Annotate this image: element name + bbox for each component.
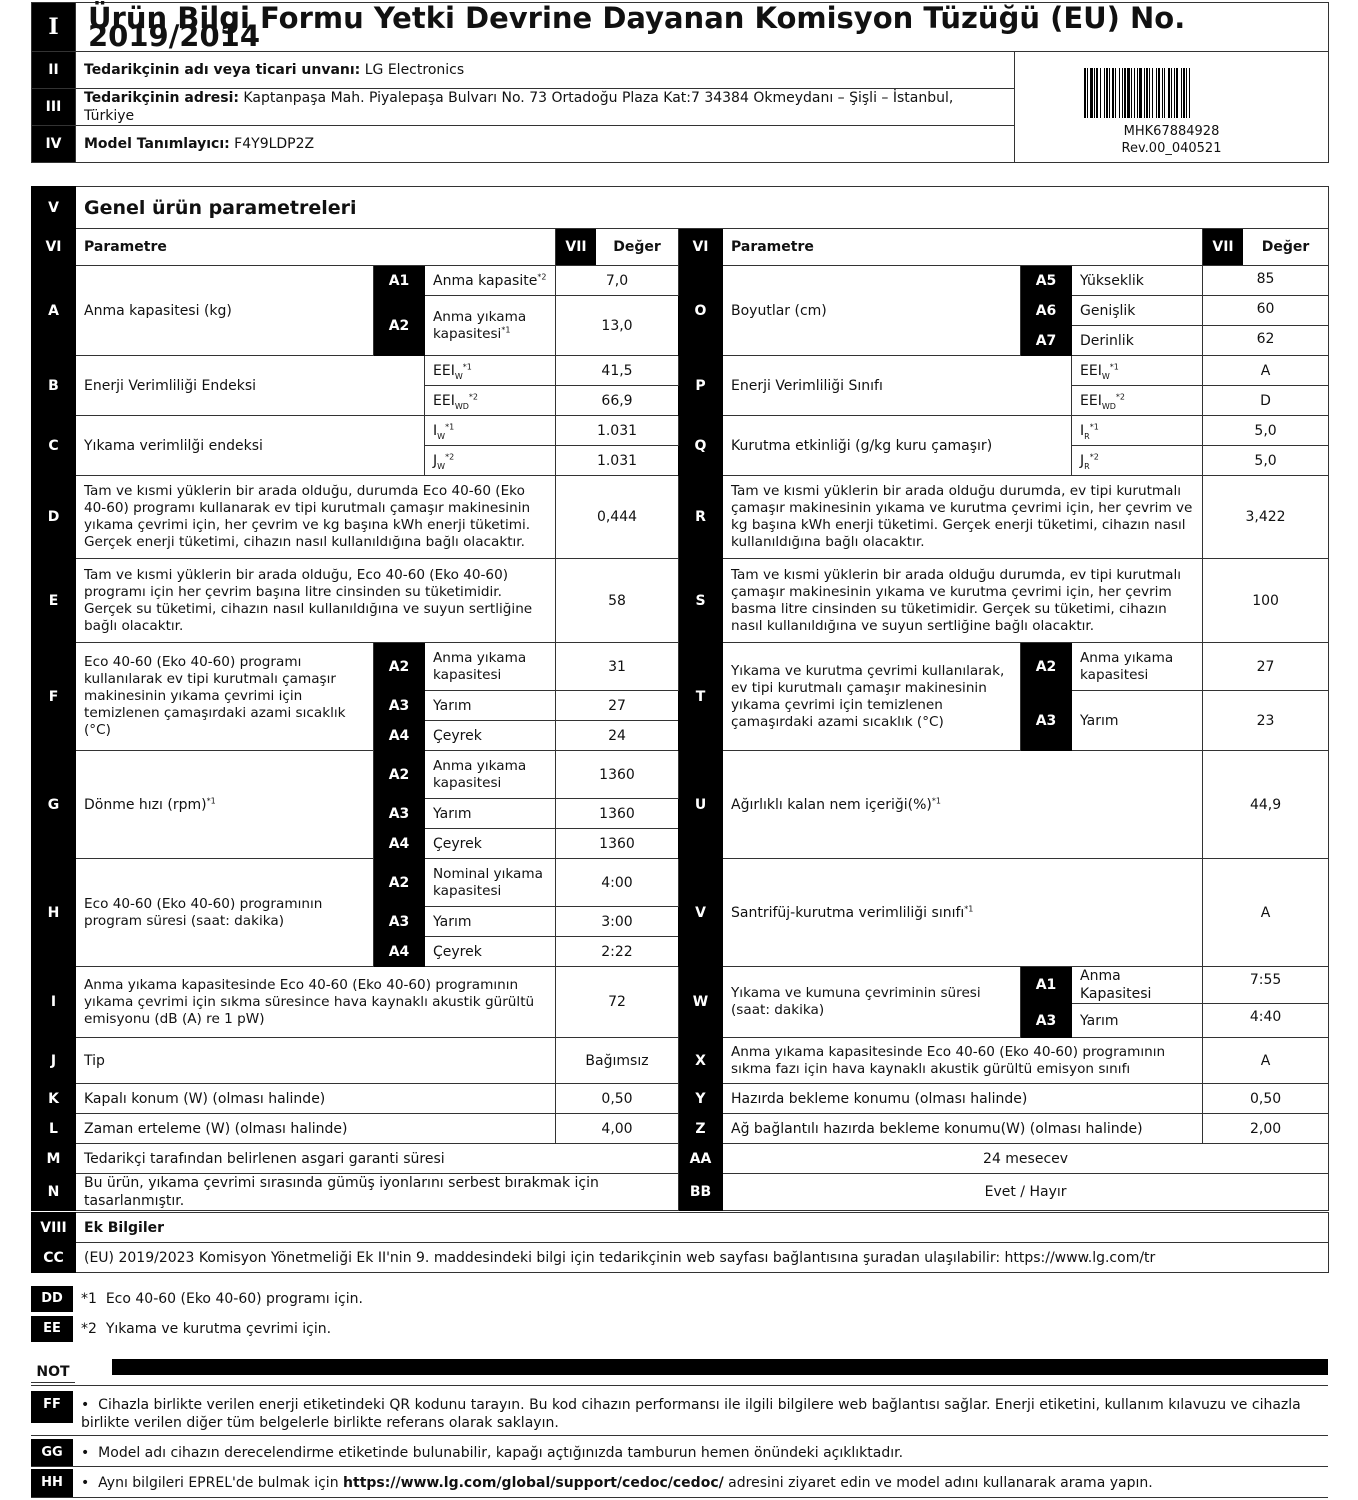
row-key-r: R xyxy=(679,476,723,559)
col-value-left xyxy=(556,229,679,266)
row-key-g: G xyxy=(32,751,76,859)
sub-key: A3 xyxy=(374,691,425,721)
footnote-mark: *1 xyxy=(81,1291,97,1307)
energy-consumption-dry-value: 3,422 xyxy=(1203,476,1329,559)
sub-label: Yarım xyxy=(1072,691,1203,751)
max-temp-dry-label: Yıkama ve kurutma çevrimi kullanılarak, ev tipi kurutmalı çamaşır makinesinin yıkama çevrimi için temizlenen çamaşırdaki azami sıcaklık (°C) xyxy=(723,643,1021,751)
barcode-bar xyxy=(1100,68,1101,118)
dimensions-label: Boyutlar (cm) xyxy=(723,266,1021,356)
wash-dry-duration-label: Yıkama ve kumuna çevriminin süresi (saat: dakika) xyxy=(723,967,1021,1038)
sub-label-text: J xyxy=(433,452,438,469)
barcode-bar xyxy=(1131,68,1132,118)
barcode-bar xyxy=(1122,68,1123,118)
eei-w-value: 41,5 xyxy=(556,356,679,386)
water-consumption-dry-value: 100 xyxy=(1203,559,1329,643)
ir-value: 5,0 xyxy=(1203,416,1329,446)
barcode-bar xyxy=(1087,68,1088,118)
barcode-code: MHK67884928 xyxy=(1123,124,1220,139)
footnote-1 xyxy=(31,1286,1328,1312)
divider xyxy=(31,1385,1328,1386)
barcode-bar xyxy=(1084,68,1086,118)
sub-key: A4 xyxy=(374,721,425,751)
washing-efficiency-label: Yıkama verimlilği endeksi xyxy=(76,416,425,476)
sub-label xyxy=(425,266,556,296)
barcode xyxy=(1083,68,1261,118)
sub-label-sub: W xyxy=(437,461,446,471)
sub-label: Derinlik xyxy=(1072,326,1203,356)
off-mode-value: 0,50 xyxy=(556,1084,679,1114)
jr-value: 5,0 xyxy=(1203,446,1329,476)
warranty-value: 24 mesecev xyxy=(723,1144,1329,1174)
sub-label-text: EEI xyxy=(433,392,455,409)
note-key: FF xyxy=(31,1391,73,1423)
standby-value: 0,50 xyxy=(1203,1084,1329,1114)
section-title: Genel ürün parametreleri xyxy=(76,187,1329,229)
sub-key: A2 xyxy=(374,751,425,799)
moisture-value: 44,9 xyxy=(1203,751,1329,859)
barcode-bar xyxy=(1094,68,1095,118)
row-key-iv: IV xyxy=(32,126,76,163)
sub-label-sup: *1 xyxy=(462,361,472,371)
supplier-name xyxy=(76,52,1015,89)
max-temp-dry-rated: 27 xyxy=(1203,643,1329,691)
spin-class-sup: *1 xyxy=(964,903,974,913)
barcode-bar xyxy=(1139,68,1142,118)
sub-label xyxy=(1072,386,1203,416)
col-key-left: VI xyxy=(32,229,76,266)
sub-label: Yarım xyxy=(425,691,556,721)
program-duration-rated: 4:00 xyxy=(556,859,679,907)
barcode-bar xyxy=(1104,68,1105,118)
row-key-iii: III xyxy=(32,89,76,126)
col-param-left: Parametre xyxy=(76,229,556,266)
type-label: Tip xyxy=(76,1038,556,1084)
note-ff xyxy=(31,1391,1328,1432)
sub-label: Çeyrek xyxy=(425,937,556,967)
depth-value: 62 xyxy=(1203,326,1329,356)
sub-key: A2 xyxy=(374,296,425,356)
sub-key: A6 xyxy=(1021,296,1072,326)
row-key-v: V xyxy=(679,859,723,967)
rated-capacity-label: Anma kapasitesi (kg) xyxy=(76,266,374,356)
sub-label-sub: R xyxy=(1084,461,1090,471)
sub-label: Yarım xyxy=(425,907,556,937)
type-value: Bağımsız xyxy=(556,1038,679,1084)
sub-label: Anma yıkama kapasitesi xyxy=(1072,643,1203,691)
spin-speed-rated: 1360 xyxy=(556,751,679,799)
program-duration-quarter: 2:22 xyxy=(556,937,679,967)
row-key-f: F xyxy=(32,643,76,751)
spin-speed-text: Dönme hızı (rpm) xyxy=(84,796,207,813)
row-key-j: J xyxy=(32,1038,76,1084)
sub-label-text: Anma yıkama kapasitesi xyxy=(433,308,527,342)
sub-label-text: I xyxy=(1080,422,1085,439)
header-table xyxy=(31,2,1329,163)
height-value: 85 xyxy=(1203,266,1329,296)
sub-label: Yükseklik xyxy=(1072,266,1203,296)
general-parameters-table xyxy=(31,186,1329,1211)
sub-key: A1 xyxy=(374,266,425,296)
note-gg xyxy=(31,1439,1328,1467)
note-key: GG xyxy=(31,1439,73,1467)
sub-label xyxy=(425,446,556,476)
sub-label-text: EEI xyxy=(1080,362,1102,379)
sub-label: Nominal yıkama kapasitesi xyxy=(425,859,556,907)
row-key-y: Y xyxy=(679,1084,723,1114)
row-key-x: X xyxy=(679,1038,723,1084)
spin-speed-half: 1360 xyxy=(556,799,679,829)
program-duration-half: 3:00 xyxy=(556,907,679,937)
section-key-viii: VIII xyxy=(32,1213,76,1243)
barcode-bar xyxy=(1109,68,1110,118)
barcode-bar xyxy=(1186,68,1187,118)
sub-key: A3 xyxy=(374,799,425,829)
sub-label xyxy=(425,356,556,386)
noise-class-label: Anma yıkama kapasitesinde Eco 40-60 (Eko 40-60) programının sıkma fazı için hava kaynaklı akustik gürültü emisyon sınıfı xyxy=(723,1038,1203,1084)
drying-efficiency-label: Kurutma etkinliği (g/kg kuru çamaşır) xyxy=(723,416,1072,476)
row-key-bb: BB xyxy=(679,1174,723,1211)
barcode-bar xyxy=(1144,68,1145,118)
eei-wd-value: 66,9 xyxy=(556,386,679,416)
row-key-o: O xyxy=(679,266,723,356)
wash-dry-duration-half: 4:40 xyxy=(1203,1004,1329,1038)
row-key-a: A xyxy=(32,266,76,356)
note-post: adresini ziyaret edin ve model adını kullanarak arama yapın. xyxy=(723,1475,1153,1491)
supplier-address-value: Kaptanpaşa Mah. Piyalepaşa Bulvarı No. 73 Ortadoğu Plaza Kat:7 34384 Okmeydanı – Şişli – İstanbul, Türkiye xyxy=(84,90,954,124)
sub-label-sup: *2 xyxy=(445,451,455,461)
sub-key: A3 xyxy=(1021,1004,1072,1038)
barcode-bar xyxy=(1183,68,1185,118)
water-consumption-dry-label: Tam ve kısmi yüklerin bir arada olduğu durumda, ev tipi kurutmalı çamaşır makinesinin yıkama ve kurutma çevrimi için, her çevrim basma litre cinsinden su tüketimidir. Gerçek su tüketimi, cihazın nasıl kullanıldığına ve suyun sertliğine bağlı olacaktır. xyxy=(723,559,1203,643)
rated-wash-capacity-value: 13,0 xyxy=(556,296,679,356)
energy-consumption-dry-label: Tam ve kısmi yüklerin bir arada olduğu durumda, ev tipi kurutmalı çamaşır makinesinin yıkama ve kurutma çevrimi için, her çevrim ve kg başına kWh enerji tüketimi. Gerçek enerji tüketimi, cihazın nasıl kullanıldığına bağlı olacaktır. xyxy=(723,476,1203,559)
water-consumption-wash-label: Tam ve kısmi yüklerin bir arada olduğu, Eco 40-60 (Eko 40-60) programı için her çevrim başına litre cinsinden su tüketimidir. Gerçek su tüketimi, cihazın nasıl kullanıldığına ve suyun sertliğine bağlı olacaktır. xyxy=(76,559,556,643)
sub-label-sub: W xyxy=(454,371,463,381)
note-text: • Cihazla birlikte verilen enerji etiketindeki QR kodunu tarayın. Bu kod cihazın performansı ile ilgili bilgilere web bağlantısı sağlar. Enerji etiketini, kullanım kılavuzu ve cihazla birlikte verilen diğer tüm belgelerle birlikte referans olarak saklayın. xyxy=(81,1397,1301,1431)
sub-key: A2 xyxy=(1021,643,1072,691)
barcode-bar xyxy=(1181,68,1182,118)
supplier-name-value: LG Electronics xyxy=(360,62,465,78)
sub-label-sub: R xyxy=(1084,431,1090,441)
spin-speed-sup: *1 xyxy=(206,795,216,805)
barcode-bar xyxy=(1146,68,1148,118)
spin-speed-quarter: 1360 xyxy=(556,829,679,859)
footnote-body: Yıkama ve kurutma çevrimi için. xyxy=(105,1321,332,1337)
extra-info-text: (EU) 2019/2023 Komisyon Yönetmeliği Ek II'nin 9. maddesindeki bilgi için tedarikçinin web sayfası bağlantısına şuradan ulaşılabilir: https://www.lg.com/tr xyxy=(76,1243,1329,1273)
col-value-label-left: Değer xyxy=(613,239,661,255)
barcode-bar xyxy=(1189,68,1190,118)
divider xyxy=(31,1466,1328,1467)
barcode-bar xyxy=(1127,68,1130,118)
sub-label xyxy=(425,416,556,446)
note-text: • Aynı bilgileri EPREL'de bulmak için https://www.lg.com/global/support/cedoc/cedoc/ adresini ziyaret edin ve model adını kullanarak arama yapın. xyxy=(81,1475,1153,1491)
barcode-bar xyxy=(1176,68,1178,118)
divider xyxy=(31,1435,1328,1436)
sub-label: Yarım xyxy=(1072,1004,1203,1038)
sub-label: Yarım xyxy=(425,799,556,829)
spin-class-value: A xyxy=(1203,859,1329,967)
model-identifier-value: F4Y9LDP2Z xyxy=(229,136,315,152)
sub-label-text: J xyxy=(1080,452,1085,469)
supplier-name-label: Tedarikçinin adı veya ticari unvanı: xyxy=(84,62,361,78)
sub-key: A4 xyxy=(374,937,425,967)
sub-label-text: EEI xyxy=(1080,392,1102,409)
note-body: Cihazla birlikte verilen enerji etiketindeki QR kodunu tarayın. Bu kod cihazın performansı ile ilgili bilgilere web bağlantısı sağlar. Enerji etiketini, kullanım kılavuzu ve cihazla birlikte verilen diğer tüm belgelerle birlikte referans olarak saklayın. xyxy=(81,1397,1301,1431)
extra-info-table xyxy=(31,1212,1329,1273)
rated-capacity-value: 7,0 xyxy=(556,266,679,296)
row-key-b: B xyxy=(32,356,76,416)
max-temp-dry-half: 23 xyxy=(1203,691,1329,751)
sub-label: Anma yıkama kapasitesi xyxy=(425,643,556,691)
sub-label: Anma yıkama kapasitesi xyxy=(425,751,556,799)
barcode-bar xyxy=(1171,68,1172,118)
energy-class-label: Enerji Verimliliği Sınıfı xyxy=(723,356,1072,416)
row-key-e: E xyxy=(32,559,76,643)
spin-speed-label xyxy=(76,751,374,859)
row-key-s: S xyxy=(679,559,723,643)
delay-start-value: 4,00 xyxy=(556,1114,679,1144)
energy-class-wd-value: D xyxy=(1203,386,1329,416)
program-duration-label: Eco 40-60 (Eko 40-60) programının program süresi (saat: dakika) xyxy=(76,859,374,967)
footnote-text xyxy=(73,1286,363,1312)
barcode-bar xyxy=(1119,68,1120,118)
sub-key: A3 xyxy=(1021,691,1072,751)
row-key-cc: CC xyxy=(32,1243,76,1273)
row-key-q: Q xyxy=(679,416,723,476)
barcode-bar xyxy=(1164,68,1165,118)
footnote-key: EE xyxy=(31,1316,73,1342)
noise-value: 72 xyxy=(556,967,679,1038)
iw-value: 1.031 xyxy=(556,416,679,446)
standby-label: Hazırda bekleme konumu (olması halinde) xyxy=(723,1084,1203,1114)
sub-label-sup: *1 xyxy=(445,421,455,431)
sub-label: Çeyrek xyxy=(425,829,556,859)
note-text: • Model adı cihazın derecelendirme etiketinde bulunabilir, kapağı açtığınızda tamburun hemen önündeki açıklıktadır. xyxy=(81,1445,904,1461)
sub-label xyxy=(1072,416,1203,446)
networked-standby-value: 2,00 xyxy=(1203,1114,1329,1144)
max-temp-wash-rated: 31 xyxy=(556,643,679,691)
row-key-ii: II xyxy=(32,52,76,89)
sub-label-sup: *2 xyxy=(537,271,547,281)
sub-key: A2 xyxy=(374,859,425,907)
sub-label xyxy=(1072,356,1203,386)
supplier-address-label: Tedarikçinin adresi: xyxy=(84,90,239,106)
max-temp-wash-label: Eco 40-60 (Eko 40-60) programı kullanılarak ev tipi kurutmalı çamaşır makinesinin yıkama çevrimi için temizlenen çamaşırdaki azami sıcaklık (°C) xyxy=(76,643,374,751)
row-key-h: H xyxy=(32,859,76,967)
barcode-bar xyxy=(1137,68,1138,118)
wash-dry-duration-rated: 7:55 xyxy=(1203,967,1329,1004)
noise-class-value: A xyxy=(1203,1038,1329,1084)
energy-class-w-value: A xyxy=(1203,356,1329,386)
row-key-m: M xyxy=(32,1144,76,1174)
divider xyxy=(31,1497,1328,1498)
sub-label-sup: *1 xyxy=(1109,361,1119,371)
barcode-bar xyxy=(1152,68,1153,118)
sub-label-text: I xyxy=(433,422,438,439)
delay-start-label: Zaman erteleme (W) (olması halinde) xyxy=(76,1114,556,1144)
row-key-w: W xyxy=(679,967,723,1038)
spin-class-text: Santrifüj-kurutma verimliliği sınıfı xyxy=(731,904,965,921)
barcode-bar xyxy=(1158,68,1160,118)
sub-key: A2 xyxy=(374,643,425,691)
footnote-key: DD xyxy=(31,1286,73,1312)
max-temp-wash-half: 27 xyxy=(556,691,679,721)
sub-key: A1 xyxy=(1021,967,1072,1004)
sub-label: Genişlik xyxy=(1072,296,1203,326)
barcode-bar xyxy=(1134,68,1135,118)
sub-label-sup: *2 xyxy=(1089,451,1099,461)
sub-label: Çeyrek xyxy=(425,721,556,751)
barcode-bar xyxy=(1124,68,1126,118)
supplier-address xyxy=(76,89,1015,126)
sub-label-sup: *1 xyxy=(501,324,511,334)
barcode-cell xyxy=(1015,52,1329,163)
note-pre: Aynı bilgileri EPREL'de bulmak için xyxy=(98,1475,344,1491)
off-mode-label: Kapalı konum (W) (olması halinde) xyxy=(76,1084,556,1114)
row-key-u: U xyxy=(679,751,723,859)
sub-label-text: EEI xyxy=(433,362,455,379)
model-identifier-label: Model Tanımlayıcı: xyxy=(84,136,230,152)
row-key-k: K xyxy=(32,1084,76,1114)
row-key-aa: AA xyxy=(679,1144,723,1174)
sub-label-sub: W xyxy=(1101,371,1110,381)
barcode-bar xyxy=(1156,68,1157,118)
col-key-right: VI xyxy=(679,229,723,266)
jw-value: 1.031 xyxy=(556,446,679,476)
noise-label: Anma yıkama kapasitesinde Eco 40-60 (Eko 40-60) programının yıkama çevrimi için sıkma süresince hava kaynaklı akustik gürültü emisyonu (dB (A) re 1 pW) xyxy=(76,967,556,1038)
sub-label-sup: *2 xyxy=(1115,391,1125,401)
sub-label xyxy=(425,386,556,416)
footnote-mark: *2 xyxy=(81,1321,97,1337)
moisture-label xyxy=(723,751,1203,859)
energy-consumption-wash-label: Tam ve kısmi yüklerin bir arada olduğu, durumda Eco 40-60 (Eko 40-60) programı kullanarak ev tipi kurutmalı çamaşır makinesinin yıkama çevrimi için, her çevrim ve kg başına kWh enerji tüketimi. Gerçek enerji tüketimi, cihazın nasıl kullanıldığına bağlı olacaktır. xyxy=(76,476,556,559)
energy-index-label: Enerji Verimliliği Endeksi xyxy=(76,356,425,416)
sub-label-sub: WD xyxy=(1101,401,1116,411)
extra-info-title: Ek Bilgiler xyxy=(76,1213,1329,1243)
not-label: NOT xyxy=(31,1364,75,1383)
row-key-c: C xyxy=(32,416,76,476)
footnote-body: Eco 40-60 (Eko 40-60) programı için. xyxy=(105,1291,363,1307)
row-key-d: D xyxy=(32,476,76,559)
note-body: Model adı cihazın derecelendirme etiketinde bulunabilir, kapağı açtığınızda tamburun hemen önündeki açıklıktadır. xyxy=(98,1445,904,1461)
sub-key: A3 xyxy=(374,907,425,937)
barcode-bar xyxy=(1162,68,1163,118)
networked-standby-label: Ağ bağlantılı hazırda bekleme konumu(W) (olması halinde) xyxy=(723,1114,1203,1144)
row-key-z: Z xyxy=(679,1114,723,1144)
col-param-right: Parametre xyxy=(723,229,1203,266)
sub-key: A4 xyxy=(374,829,425,859)
sub-label-sup: *2 xyxy=(468,391,478,401)
barcode-bar xyxy=(1096,68,1098,118)
title-key: I xyxy=(32,3,76,52)
barcode-bar xyxy=(1149,68,1150,118)
barcode-rev: Rev.00_040521 xyxy=(1121,141,1222,156)
model-identifier xyxy=(76,126,1015,163)
warranty-label: Tedarikçi tarafından belirlenen asgari garanti süresi xyxy=(76,1144,679,1174)
row-key-t: T xyxy=(679,643,723,751)
col-vkey-left: VII xyxy=(556,229,596,265)
energy-consumption-wash-value: 0,444 xyxy=(556,476,679,559)
section-key-v: V xyxy=(32,187,76,229)
barcode-bar xyxy=(1174,68,1175,118)
spin-class-label xyxy=(723,859,1203,967)
row-key-l: L xyxy=(32,1114,76,1144)
page-title: Ürün Bilgi Formu Yetki Devrine Dayanan Komisyon Tüzüğü (EU) No. 2019/2014 xyxy=(76,3,1329,52)
col-value-right xyxy=(1203,229,1329,266)
barcode-bar xyxy=(1112,68,1114,118)
row-key-n: N xyxy=(32,1174,76,1211)
sub-label-text: Anma kapasite xyxy=(433,272,538,289)
barcode-bar xyxy=(1090,68,1093,118)
sub-label-sub: WD xyxy=(454,401,469,411)
barcode-bar xyxy=(1168,68,1170,118)
max-temp-wash-quarter: 24 xyxy=(556,721,679,751)
sub-label xyxy=(425,296,556,356)
moisture-sup: *1 xyxy=(931,795,941,805)
sub-key: A7 xyxy=(1021,326,1072,356)
water-consumption-wash-value: 58 xyxy=(556,559,679,643)
width-value: 60 xyxy=(1203,296,1329,326)
eprel-link[interactable]: https://www.lg.com/global/support/cedoc/cedoc/ xyxy=(343,1475,724,1491)
barcode-bar xyxy=(1115,68,1116,118)
sub-label: Anma Kapasitesi xyxy=(1072,967,1203,1004)
row-key-p: P xyxy=(679,356,723,416)
col-vkey-right: VII xyxy=(1203,229,1243,265)
silver-ion-value: Evet / Hayır xyxy=(723,1174,1329,1211)
sub-key: A5 xyxy=(1021,266,1072,296)
note-hh xyxy=(31,1469,1328,1497)
footnote-2 xyxy=(31,1316,1328,1342)
moisture-text: Ağırlıklı kalan nem içeriği(%) xyxy=(731,796,932,813)
silver-ion-label: Bu ürün, yıkama çevrimi sırasında gümüş iyonlarını serbest bırakmak için tasarlanmıştır. xyxy=(76,1174,679,1211)
barcode-bar xyxy=(1106,68,1108,118)
row-key-i: I xyxy=(32,967,76,1038)
sub-label-sub: W xyxy=(437,431,446,441)
note-key: HH xyxy=(31,1469,73,1497)
sub-label-sup: *1 xyxy=(1089,421,1099,431)
not-divider-bar xyxy=(112,1359,1328,1375)
footnote-text xyxy=(73,1316,331,1342)
sub-label xyxy=(1072,446,1203,476)
col-value-label-right: Değer xyxy=(1261,239,1310,255)
